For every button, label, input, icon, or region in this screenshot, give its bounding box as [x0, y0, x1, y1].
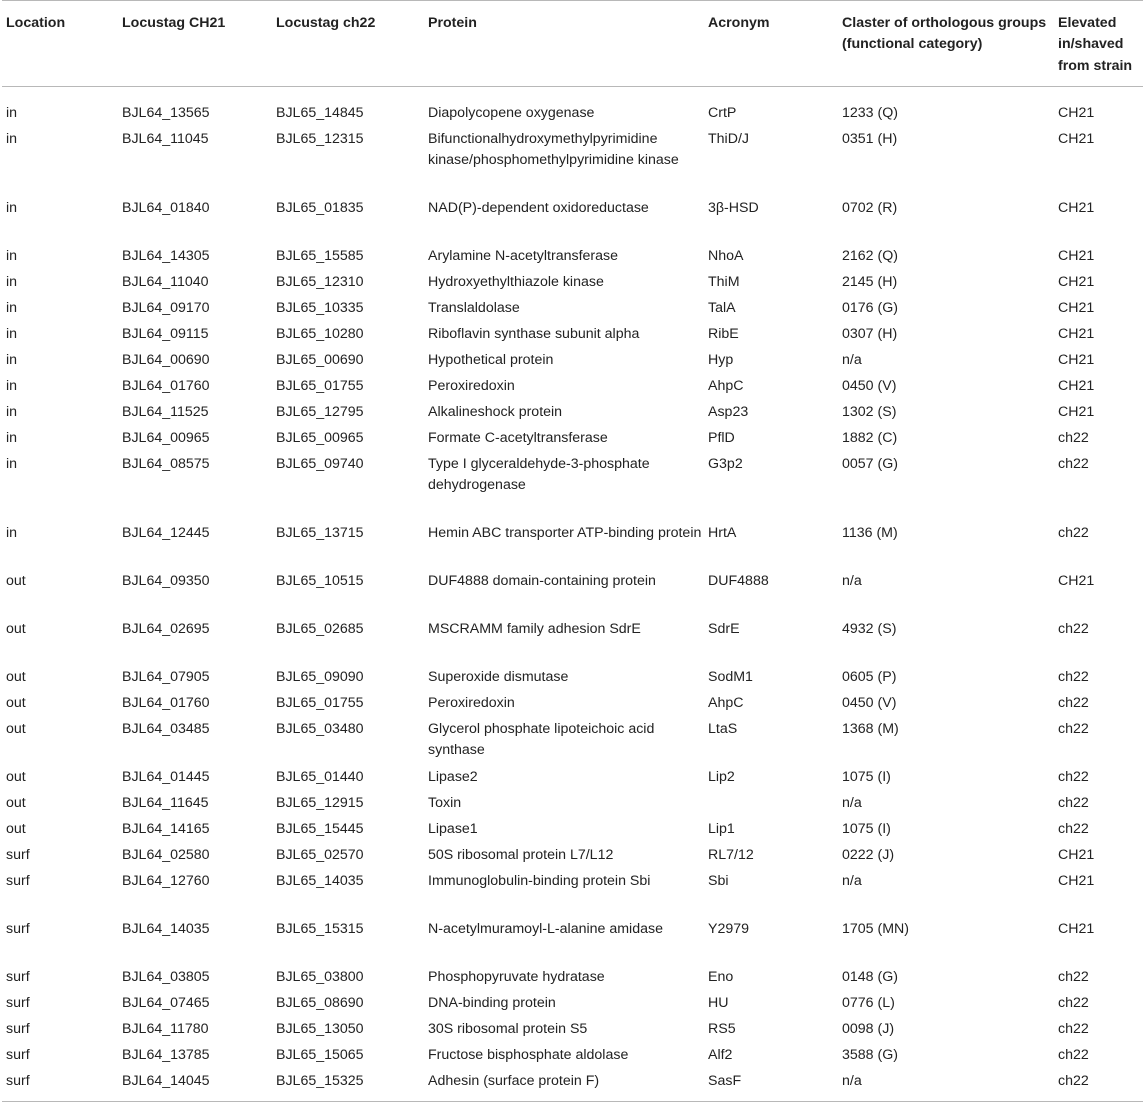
cell-acronym: Lip1: [708, 820, 735, 837]
table-row: [2, 246, 1143, 272]
table-row: [2, 819, 1143, 845]
cell-protein: Lipase1: [428, 820, 478, 837]
cell-strain: CH21: [1058, 920, 1095, 937]
cell-acronym: HrtA: [708, 524, 737, 541]
cell-location: out: [6, 620, 26, 637]
cell-locustag-ch21: BJL64_03485: [122, 720, 210, 737]
header-strain: Elevated in/shaved from strain: [1058, 1, 1143, 87]
cell-cog: n/a: [842, 572, 862, 589]
cell-location: in: [6, 351, 18, 368]
cell-locustag-ch22: BJL65_12310: [276, 273, 364, 290]
cell-locustag-ch21: BJL64_12445: [122, 524, 210, 541]
cell-acronym: Alf2: [708, 1046, 733, 1063]
cell-protein: Superoxide dismutase: [428, 668, 569, 685]
cell-acronym: TalA: [708, 299, 736, 316]
cell-cog: n/a: [842, 351, 862, 368]
table-row: [2, 845, 1143, 871]
cell-location: out: [6, 820, 26, 837]
cell-acronym: HU: [708, 994, 729, 1011]
cell-location: surf: [6, 872, 30, 889]
cell-cog: 0057 (G): [842, 455, 898, 472]
cell-locustag-ch21: BJL64_02580: [122, 846, 210, 863]
cell-locustag-ch21: BJL64_14035: [122, 920, 210, 937]
cell-locustag-ch22: BJL65_12315: [276, 130, 364, 147]
cell-strain: CH21: [1058, 130, 1095, 147]
cell-location: in: [6, 247, 18, 264]
cell-locustag-ch22: BJL65_14035: [276, 872, 364, 889]
cell-protein: DNA-binding protein: [428, 994, 556, 1011]
cell-cog: 4932 (S): [842, 620, 897, 637]
cell-location: in: [6, 403, 18, 420]
cell-protein: Lipase2: [428, 768, 478, 785]
table-row: [2, 767, 1143, 793]
cell-protein: Peroxiredoxin: [428, 694, 515, 711]
cell-strain: ch22: [1058, 668, 1089, 685]
cell-cog: 1075 (I): [842, 820, 891, 837]
cell-locustag-ch22: BJL65_15315: [276, 920, 364, 937]
cell-location: surf: [6, 846, 30, 863]
cell-locustag-ch21: BJL64_01760: [122, 377, 210, 394]
cell-locustag-ch21: BJL64_13565: [122, 104, 210, 121]
cell-locustag-ch21: BJL64_14165: [122, 820, 210, 837]
cell-acronym: Asp23: [708, 403, 749, 420]
cell-cog: 1882 (C): [842, 429, 898, 446]
cell-cog: 0450 (V): [842, 694, 897, 711]
table-row: [2, 376, 1143, 402]
cell-locustag-ch22: BJL65_01755: [276, 694, 364, 711]
cell-acronym: SasF: [708, 1071, 842, 1102]
cell-protein: N-acetylmuramoyl-L-alanine amidase: [428, 920, 663, 937]
cell-location: surf: [6, 1020, 30, 1037]
cell-strain: ch22: [1058, 994, 1089, 1011]
table-row: [2, 298, 1143, 324]
cell-locustag-ch22: BJL65_12915: [276, 794, 364, 811]
cell-protein: Diapolycopene oxygenase: [428, 104, 595, 121]
cell-strain: ch22: [1058, 620, 1089, 637]
cell-cog: 1302 (S): [842, 403, 897, 420]
cell-locustag-ch22: BJL65_13050: [276, 1020, 364, 1037]
cell-protein: Immunoglobulin-binding protein Sbi: [428, 872, 651, 889]
header-acronym: Acronym: [708, 1, 842, 87]
cell-protein: Adhesin (surface protein F): [428, 1071, 708, 1102]
cell-locustag-ch21: BJL64_07905: [122, 668, 210, 685]
cell-acronym: PflD: [708, 429, 735, 446]
cell-locustag-ch22: BJL65_01755: [276, 377, 364, 394]
cell-cog: 0307 (H): [842, 325, 898, 342]
cell-locustag-ch21: BJL64_11040: [122, 273, 209, 290]
cell-strain: CH21: [1058, 104, 1095, 121]
cell-cog: 1368 (M): [842, 720, 899, 737]
cell-locustag-ch22: BJL65_03800: [276, 968, 364, 985]
cell-acronym: Lip2: [708, 768, 735, 785]
cell-locustag-ch21: BJL64_09350: [122, 572, 210, 589]
cell-locustag-ch21: BJL64_14305: [122, 247, 210, 264]
cell-strain: ch22: [1058, 820, 1089, 837]
cell-protein: Fructose bisphosphate aldolase: [428, 1046, 629, 1063]
cell-location: out: [6, 720, 26, 737]
table-row: [2, 993, 1143, 1019]
cell-location: in: [6, 455, 18, 472]
table-row: [2, 428, 1143, 454]
cell-cog: 2145 (H): [842, 273, 898, 290]
cell-locustag-ch21: BJL64_11525: [122, 403, 209, 420]
cell-strain: ch22: [1058, 794, 1089, 811]
cell-protein: 30S ribosomal protein S5: [428, 1020, 588, 1037]
cell-acronym: NhoA: [708, 247, 744, 264]
cell-acronym: RL7/12: [708, 846, 754, 863]
cell-cog: n/a: [842, 1071, 1058, 1102]
cell-acronym: 3β-HSD: [708, 199, 759, 216]
cell-locustag-ch21: BJL64_11645: [122, 794, 209, 811]
cell-locustag-ch21: BJL64_01760: [122, 694, 210, 711]
cell-locustag-ch21: BJL64_02695: [122, 620, 210, 637]
cell-strain: ch22: [1058, 1046, 1089, 1063]
cell-strain: ch22: [1058, 1020, 1089, 1037]
cell-protein: Peroxiredoxin: [428, 377, 515, 394]
table-row: [2, 402, 1143, 428]
table-row: [2, 667, 1143, 693]
cell-locustag-ch22: BJL65_15445: [276, 820, 364, 837]
cell-location: in: [6, 273, 18, 290]
header-cog: Claster of orthologous groups (functional category): [842, 1, 1058, 87]
cell-protein: Hypothetical protein: [428, 351, 554, 368]
cell-protein: Hydroxyethylthiazole kinase: [428, 273, 604, 290]
cell-cog: 0702 (R): [842, 199, 898, 216]
cell-cog: n/a: [842, 794, 862, 811]
cell-locustag-ch22: BJL65_10515: [276, 572, 364, 589]
table-row: [2, 86, 1143, 129]
cell-locustag-ch22: BJL65_14845: [276, 104, 364, 121]
table-row: [2, 350, 1143, 376]
table-row: [2, 272, 1143, 298]
cell-locustag-ch21: BJL64_01840: [122, 199, 210, 216]
cell-protein: Bifunctionalhydroxymethylpyrimidine kinase/phosphomethylpyrimidine kinase: [428, 130, 679, 169]
cell-locustag-ch22: BJL65_15065: [276, 1046, 364, 1063]
cell-locustag-ch21: BJL64_03805: [122, 968, 210, 985]
cell-locustag-ch22: BJL65_03480: [276, 720, 364, 737]
cell-acronym: AhpC: [708, 694, 744, 711]
cell-protein: Arylamine N-acetyltransferase: [428, 247, 619, 264]
cell-cog: 3588 (G): [842, 1046, 898, 1063]
cell-strain: CH21: [1058, 846, 1095, 863]
cell-strain: CH21: [1058, 273, 1095, 290]
cell-strain: CH21: [1058, 247, 1095, 264]
table-row: [2, 1071, 1143, 1102]
cell-acronym: SodM1: [708, 668, 753, 685]
table-row: [2, 454, 1143, 523]
table-body: [2, 86, 1143, 1101]
cell-cog: 0222 (J): [842, 846, 895, 863]
cell-locustag-ch21: BJL64_11780: [122, 1020, 209, 1037]
cell-location: out: [6, 572, 26, 589]
table-row: [2, 619, 1143, 667]
cell-locustag-ch22: BJL65_15585: [276, 247, 364, 264]
cell-cog: 1233 (Q): [842, 104, 898, 121]
cell-location: in: [6, 104, 18, 121]
cell-locustag-ch22: BJL65_12795: [276, 403, 364, 420]
cell-locustag-ch21: BJL64_13785: [122, 1046, 210, 1063]
cell-locustag-ch21: BJL64_12760: [122, 872, 210, 889]
cell-locustag-ch21: BJL64_09115: [122, 325, 209, 342]
header-protein: Protein: [428, 1, 708, 87]
cell-location: in: [6, 325, 18, 342]
cell-strain: ch22: [1058, 720, 1089, 737]
header-locustag-ch21: Locustag CH21: [122, 1, 276, 87]
cell-location: in: [6, 429, 18, 446]
table-row: [2, 967, 1143, 993]
protein-table: [2, 0, 1143, 1102]
header-row: [2, 1, 1143, 87]
cell-locustag-ch21: BJL64_01445: [122, 768, 210, 785]
cell-strain: CH21: [1058, 403, 1095, 420]
cell-cog: 1705 (MN): [842, 920, 910, 937]
cell-location: in: [6, 299, 18, 316]
cell-location: in: [6, 199, 18, 216]
cell-protein: Formate C-acetyltransferase: [428, 429, 608, 446]
cell-strain: ch22: [1058, 968, 1089, 985]
cell-locustag-ch21: BJL64_00690: [122, 351, 210, 368]
cell-strain: CH21: [1058, 299, 1095, 316]
cell-locustag-ch22: BJL65_02570: [276, 846, 364, 863]
cell-strain: CH21: [1058, 377, 1095, 394]
cell-protein: 50S ribosomal protein L7/L12: [428, 846, 614, 863]
cell-location: surf: [6, 920, 30, 937]
table-row: [2, 871, 1143, 919]
cell-location: out: [6, 794, 26, 811]
table-row: [2, 793, 1143, 819]
cell-locustag-ch22: BJL65_08690: [276, 994, 364, 1011]
cell-strain: ch22: [1058, 694, 1089, 711]
cell-locustag-ch22: BJL65_00690: [276, 351, 364, 368]
cell-acronym: DUF4888: [708, 572, 769, 589]
table-row: [2, 693, 1143, 719]
header-locustag-ch22: Locustag ch22: [276, 1, 428, 87]
cell-location: in: [6, 130, 18, 147]
cell-locustag-ch22: BJL65_15325: [276, 1071, 428, 1102]
cell-strain: ch22: [1058, 768, 1089, 785]
cell-location: in: [6, 524, 18, 541]
header-location: Location: [2, 1, 122, 87]
table-row: [2, 129, 1143, 198]
cell-locustag-ch22: BJL65_13715: [276, 524, 364, 541]
cell-locustag-ch22: BJL65_01835: [276, 199, 364, 216]
cell-protein: MSCRAMM family adhesion SdrE: [428, 620, 641, 637]
cell-locustag-ch21: BJL64_00965: [122, 429, 210, 446]
cell-locustag-ch22: BJL65_02685: [276, 620, 364, 637]
cell-locustag-ch22: BJL65_00965: [276, 429, 364, 446]
cell-protein: DUF4888 domain-containing protein: [428, 572, 656, 589]
cell-location: in: [6, 377, 18, 394]
cell-strain: CH21: [1058, 325, 1095, 342]
cell-cog: 0776 (L): [842, 994, 895, 1011]
cell-strain: ch22: [1058, 455, 1089, 472]
cell-strain: CH21: [1058, 872, 1095, 889]
cell-acronym: G3p2: [708, 455, 743, 472]
cell-location: out: [6, 768, 26, 785]
cell-acronym: CrtP: [708, 104, 737, 121]
cell-locustag-ch22: BJL65_10280: [276, 325, 364, 342]
cell-protein: Translaldolase: [428, 299, 520, 316]
cell-locustag-ch21: BJL64_14045: [122, 1071, 276, 1102]
cell-locustag-ch21: BJL64_08575: [122, 455, 210, 472]
cell-location: surf: [6, 1046, 30, 1063]
cell-cog: 0450 (V): [842, 377, 897, 394]
cell-cog: 0098 (J): [842, 1020, 895, 1037]
cell-strain: CH21: [1058, 572, 1095, 589]
cell-acronym: LtaS: [708, 720, 738, 737]
table-header: [2, 1, 1143, 87]
table-row: [2, 1019, 1143, 1045]
cell-protein: Alkalineshock protein: [428, 403, 563, 420]
cell-protein: Riboflavin synthase subunit alpha: [428, 325, 640, 342]
cell-cog: n/a: [842, 872, 862, 889]
cell-locustag-ch21: BJL64_07465: [122, 994, 210, 1011]
cell-strain: ch22: [1058, 524, 1089, 541]
cell-cog: 0605 (P): [842, 668, 897, 685]
cell-cog: 0351 (H): [842, 130, 898, 147]
cell-protein: Glycerol phosphate lipoteichoic acid synthase: [428, 720, 655, 759]
cell-locustag-ch21: BJL64_09170: [122, 299, 210, 316]
cell-acronym: Sbi: [708, 872, 729, 889]
cell-protein: Phosphopyruvate hydratase: [428, 968, 605, 985]
cell-location: surf: [2, 1071, 122, 1102]
cell-acronym: ThiM: [708, 273, 740, 290]
cell-location: surf: [6, 968, 30, 985]
table-row: [2, 719, 1143, 767]
table-row: [2, 324, 1143, 350]
cell-protein: Type I glyceraldehyde-3-phosphate dehydrogenase: [428, 455, 650, 494]
cell-protein: Toxin: [428, 794, 462, 811]
cell-strain: CH21: [1058, 351, 1095, 368]
cell-locustag-ch21: BJL64_11045: [122, 130, 209, 147]
cell-acronym: RS5: [708, 1020, 736, 1037]
cell-acronym: Hyp: [708, 351, 734, 368]
cell-location: surf: [6, 994, 30, 1011]
table-row: [2, 198, 1143, 246]
table-row: [2, 1045, 1143, 1071]
cell-acronym: Eno: [708, 968, 734, 985]
cell-cog: 0176 (G): [842, 299, 898, 316]
cell-locustag-ch22: BJL65_01440: [276, 768, 364, 785]
cell-location: out: [6, 668, 26, 685]
cell-locustag-ch22: BJL65_10335: [276, 299, 364, 316]
cell-strain: ch22: [1058, 1071, 1143, 1102]
cell-cog: 0148 (G): [842, 968, 898, 985]
cell-acronym: [708, 793, 842, 819]
table-row: [2, 919, 1143, 967]
cell-cog: 1136 (M): [842, 524, 898, 541]
table-row: [2, 523, 1143, 571]
cell-acronym: SdrE: [708, 620, 740, 637]
table-row: [2, 571, 1143, 619]
cell-cog: 2162 (Q): [842, 247, 898, 264]
cell-protein: Hemin ABC transporter ATP-binding protein: [428, 524, 702, 541]
cell-acronym: Y2979: [708, 920, 750, 937]
cell-cog: 1075 (I): [842, 768, 891, 785]
cell-location: out: [6, 694, 26, 711]
cell-locustag-ch22: BJL65_09740: [276, 455, 364, 472]
cell-strain: CH21: [1058, 199, 1095, 216]
cell-acronym: ThiD/J: [708, 130, 749, 147]
cell-strain: ch22: [1058, 429, 1089, 446]
cell-acronym: AhpC: [708, 377, 744, 394]
cell-protein: NAD(P)-dependent oxidoreductase: [428, 199, 649, 216]
cell-locustag-ch22: BJL65_09090: [276, 668, 364, 685]
cell-acronym: RibE: [708, 325, 739, 342]
